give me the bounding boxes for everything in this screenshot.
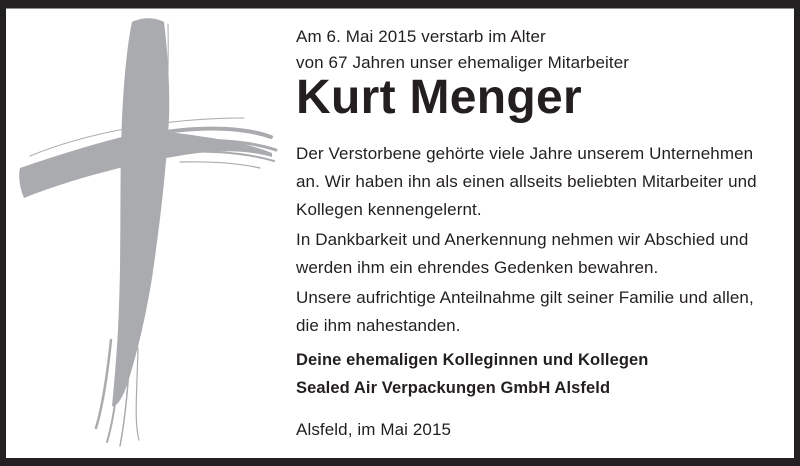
- intro-text: [296, 24, 782, 76]
- body-line: an. Wir haben ihn als einen allseits beliebten Mitarbeiter und: [296, 172, 757, 191]
- body-line: werden ihm ein ehrendes Gedenken bewahren.: [296, 258, 659, 277]
- cross-brush-strokes: [19, 18, 272, 406]
- closing-from-line: Deine ehemaligen Kolleginnen und Kollegen: [296, 351, 649, 369]
- inner-top-hairline: [6, 8, 794, 9]
- body-line: Der Verstorbene gehörte viele Jahre unserem Unternehmen: [296, 144, 754, 163]
- notice-text-column: [296, 24, 782, 444]
- deceased-name: Kurt Menger: [296, 71, 582, 124]
- memorial-cross-icon: [8, 10, 293, 458]
- intro-line-1: Am 6. Mai 2015 verstarb im Alter: [296, 27, 546, 46]
- closing-signature: [296, 346, 782, 402]
- body-paragraph-2: [296, 226, 782, 282]
- body-line: Kollegen kennengelernt.: [296, 200, 482, 219]
- place-date: Alsfeld, im Mai 2015: [296, 420, 452, 439]
- body-paragraph-3: [296, 284, 782, 340]
- body-line: die ihm nahestanden.: [296, 316, 461, 335]
- body-line: In Dankbarkeit und Anerkennung nehmen wir Abschied und: [296, 230, 749, 249]
- body-line: Unsere aufrichtige Anteilnahme gilt seiner Familie und allen,: [296, 288, 754, 307]
- closing-company-line: Sealed Air Verpackungen GmbH Alsfeld: [296, 379, 611, 397]
- intro-line-2: von 67 Jahren unser ehemaliger Mitarbeiter: [296, 53, 630, 72]
- body-paragraph-1: [296, 140, 782, 224]
